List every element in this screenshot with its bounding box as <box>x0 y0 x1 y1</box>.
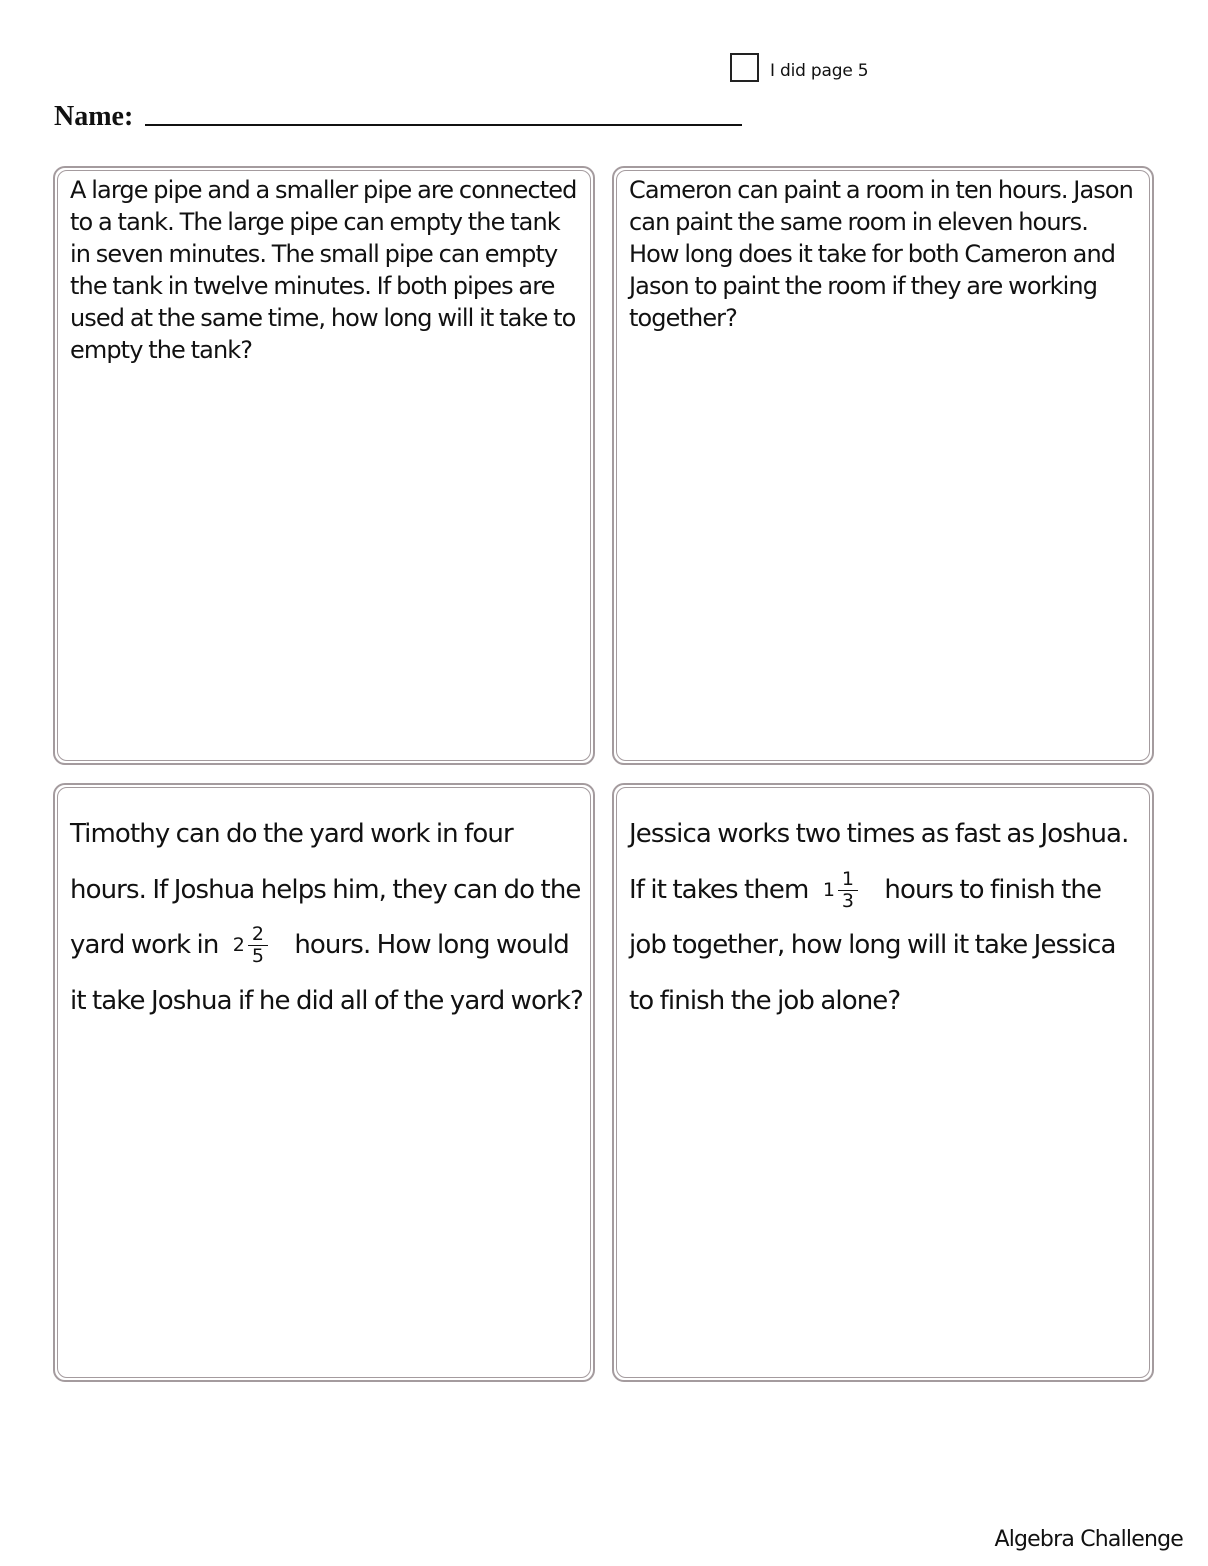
problem-2-text: Cameron can paint a room in ten hours. Jason can paint the same room in eleven hours. How long does it take for both Cameron and Jason to paint the room if they are working together? <box>629 176 1133 332</box>
mixed-number-whole: 2 <box>232 934 245 956</box>
completion-checkbox[interactable] <box>730 53 759 82</box>
footer-title: Algebra Challenge <box>994 1527 1183 1552</box>
fraction-denominator: 5 <box>251 945 264 967</box>
problem-3-text-before: Timothy can do the yard work in four hours. If Joshua helps him, they can do the yard work in <box>70 819 581 960</box>
mixed-number <box>822 867 858 912</box>
fraction-numerator: 1 <box>838 870 858 891</box>
problem-card-1 <box>53 166 595 765</box>
fraction <box>248 925 268 966</box>
problem-3-text <box>70 807 583 1029</box>
mixed-number-whole: 1 <box>822 878 835 901</box>
fraction-numerator: 2 <box>248 925 268 946</box>
problem-3-text-after: hours. How long would it take Joshua if he did all of the yard work? <box>70 930 583 1016</box>
problem-card-3 <box>53 783 595 1382</box>
mixed-number <box>233 925 268 966</box>
problem-4-text <box>629 807 1142 1029</box>
problem-card-4 <box>612 783 1154 1382</box>
fraction <box>838 867 858 912</box>
fraction-denominator: 3 <box>841 889 854 912</box>
problem-card-2 <box>612 166 1154 765</box>
name-label: Name: <box>54 101 134 132</box>
completion-checkbox-label: I did page 5 <box>770 61 869 81</box>
problem-1-text: A large pipe and a smaller pipe are connected to a tank. The large pipe can empty the tank in seven minutes. The small pipe can empty the tank in twelve minutes. If both pipes are used at the same time, how long will it take to empty the tank? <box>70 176 577 364</box>
name-line[interactable] <box>145 124 742 126</box>
problem-4-text-after: hours to finish the job together, how long will it take Jessica to finish the job alone? <box>629 874 1116 1016</box>
problem-4-text-before: Jessica works two times as fast as Joshua. If it takes them <box>629 819 1129 905</box>
